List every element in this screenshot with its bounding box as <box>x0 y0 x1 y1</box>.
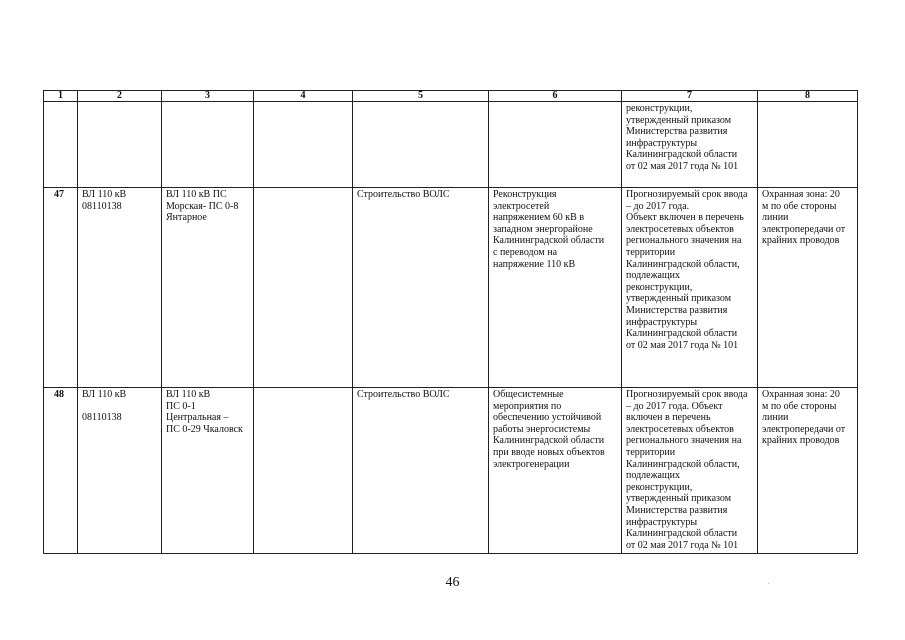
column-header: 3 <box>162 91 254 102</box>
page-number: 46 <box>445 575 460 590</box>
table-row <box>44 188 858 388</box>
table-cell: Прогнозируемый срок ввода – до 2017 года. Объект включен в перечень электросетевых объектов регионального значения на территории Калининградской области, подлежащих реконструкции, утвержденный приказом Министерства развития инфраструктуры Калининградской области от 02 мая 2017 года № 101 <box>622 188 758 388</box>
table-cell <box>254 102 353 188</box>
table-cell: ВЛ 110 кВ 08110138 <box>78 388 162 554</box>
table-cell: ВЛ 110 кВ 08110138 <box>78 188 162 388</box>
column-header: 6 <box>489 91 622 102</box>
table-cell <box>44 102 78 188</box>
table-cell: ВЛ 110 кВ ПС 0-1 Центральная – ПС 0-29 Чкаловск <box>162 388 254 554</box>
table-cell <box>162 102 254 188</box>
table-cell <box>254 188 353 388</box>
table-cell <box>254 388 353 554</box>
table-cell: Общесистемные мероприятия по обеспечению устойчивой работы энергосистемы Калининградской области при вводе новых объектов электрогенерации <box>489 388 622 554</box>
table-cell: реконструкции, утвержденный приказом Министерства развития инфраструктуры Калининградской области от 02 мая 2017 года № 101 <box>622 102 758 188</box>
table-cell <box>758 102 858 188</box>
table-cell <box>353 102 489 188</box>
continuation-row <box>44 102 858 188</box>
table-cell: ВЛ 110 кВ ПС Морская- ПС 0-8 Янтарное <box>162 188 254 388</box>
scan-speck <box>768 583 769 584</box>
table-row <box>44 388 858 554</box>
column-header: 5 <box>353 91 489 102</box>
table-header-row <box>44 91 858 102</box>
row-number: 47 <box>44 188 78 388</box>
table-cell: Строительство ВОЛС <box>353 188 489 388</box>
table-cell: Охранная зона: 20 м по обе стороны линии электропередачи от крайних проводов <box>758 388 858 554</box>
column-header: 8 <box>758 91 858 102</box>
column-header: 7 <box>622 91 758 102</box>
table-cell: Охранная зона: 20 м по обе стороны линии электропередачи от крайних проводов <box>758 188 858 388</box>
column-header: 4 <box>254 91 353 102</box>
column-header: 2 <box>78 91 162 102</box>
table-cell: Строительство ВОЛС <box>353 388 489 554</box>
column-header: 1 <box>44 91 78 102</box>
table-cell: Реконструкция электросетей напряжением 60 кВ в западном энергорайоне Калининградской области с переводом на напряжение 110 кВ <box>489 188 622 388</box>
table-cell: Прогнозируемый срок ввода – до 2017 года. Объект включен в перечень электросетевых объектов регионального значения на территории Калининградской области, подлежащих реконструкции, утвержденный приказом Министерства развития инфраструктуры Калининградской области от 02 мая 2017 года № 101 <box>622 388 758 554</box>
table-cell <box>78 102 162 188</box>
register-table <box>43 90 858 554</box>
row-number: 48 <box>44 388 78 554</box>
table-cell <box>489 102 622 188</box>
